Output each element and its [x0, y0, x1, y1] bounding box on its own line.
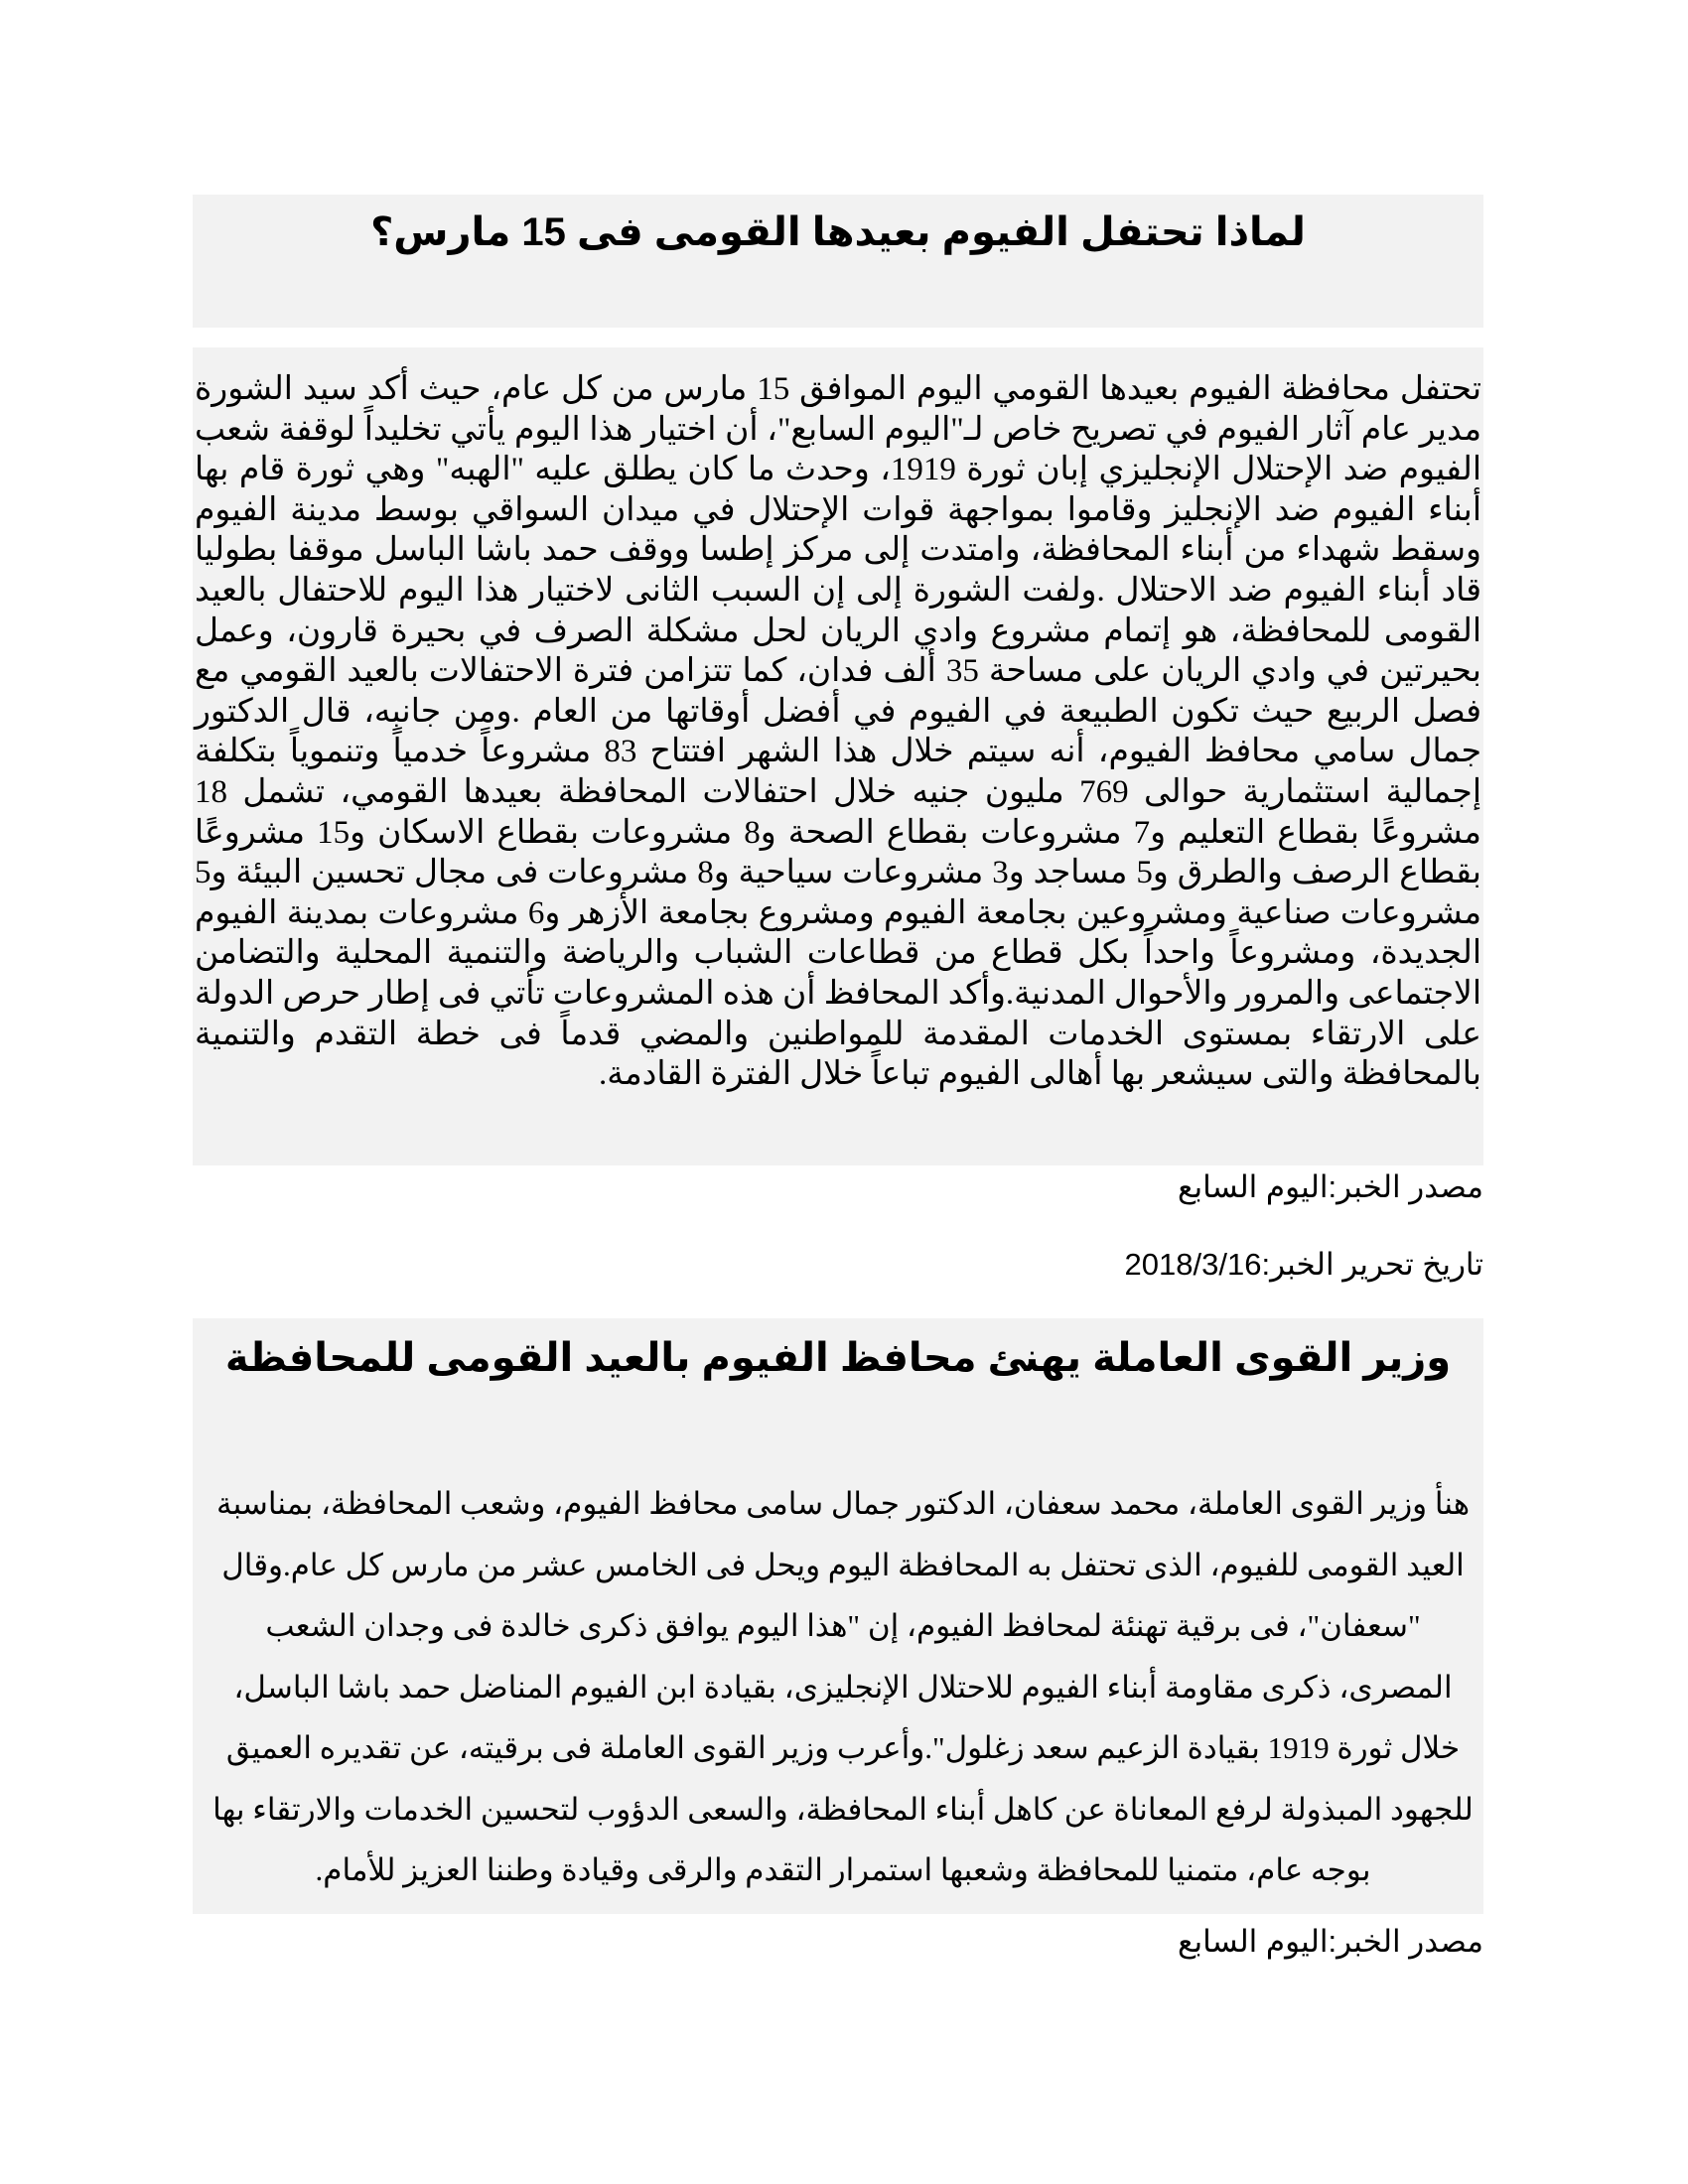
- article2-source: مصدر الخبر:اليوم السابع: [1177, 1924, 1483, 1959]
- article1-source: مصدر الخبر:اليوم السابع: [1177, 1169, 1483, 1204]
- article1-body: تحتفل محافظة الفيوم بعيدها القومي اليوم الموافق 15 مارس من كل عام، حيث أكد سيد الشورة مدير عام آثار الفيوم في تصريح خاص لـ"اليوم السابع"، أن اختيار هذا اليوم يأتي تخليداً لوقفة شعب الفيوم ضد الإحتلال الإنجليزي إبان ثورة 1919، وحدث ما كان يطلق عليه "الهبه" وهي ثورة قام بها أبناء الفيوم ضد الإنجليز وقاموا بمواجهة قوات الإحتلال في ميدان السواقي بوسط مدينة الفيوم وسقط شهداء من أبناء المحافظة، وامتدت إلى مركز إطسا ووقف حمد باشا الباسل موقفا بطوليا قاد أبناء الفيوم ضد الاحتلال .ولفت الشورة إلى إن السبب الثانى لاختيار هذا اليوم للاحتفال بالعيد القومى للمحافظة، هو إتمام مشروع وادي الريان لحل مشكلة الصرف في بحيرة قارون، وعمل بحيرتين في وادي الريان على مساحة 35 ألف فدان، كما تتزامن فترة الاحتفالات بالعيد القومي مع فصل الربيع حيث تكون الطبيعة في الفيوم في أفضل أوقاتها من العام .ومن جانبه، قال الدكتور جمال سامي محافظ الفيوم، أنه سيتم خلال هذا الشهر افتتاح 83 مشروعاً خدمياً وتنموياً بتكلفة إجمالية استثمارية حوالى 769 مليون جنيه خلال احتفالات المحافظة بعيدها القومي، تشمل 18 مشروعًا بقطاع التعليم و7 مشروعات بقطاع الصحة و8 مشروعات بقطاع الاسكان و15 مشروعًا بقطاع الرصف والطرق و5 مساجد و3 مشروعات سياحية و8 مشروعات فى مجال تحسين البيئة و5 مشروعات صناعية ومشروعين بجامعة الفيوم ومشروع بجامعة الأزهر و6 مشروعات بمدينة الفيوم الجديدة، ومشروعاً واحداً بكل قطاع من قطاعات الشباب والرياضة والتنمية المحلية والتضامن الاجتماعى والمرور والأحوال المدنية.وأكد المحافظ أن هذه المشروعات تأتي فى إطار حرص الدولة على الارتقاء بمستوى الخدمات المقدمة للمواطنين والمضي قدماً فى خطة التقدم والتنمية بالمحافظة والتى سيشعر بها أهالى الفيوم تباعاً خلال الفترة القادمة.: [195, 371, 1482, 1093]
- article1-date: تاريخ تحرير الخبر:2018/3/16: [1124, 1247, 1483, 1282]
- article2-body: هنأ وزير القوى العاملة، محمد سعفان، الدكتور جمال سامى محافظ الفيوم، وشعب المحافظة، بمناسبة العيد القومى للفيوم، الذى تحتفل به المحافظة اليوم ويحل فى الخامس عشر من مارس كل عام.وقال "سعفان"، فى برقية تهنئة لمحافظ الفيوم، إن "هذا اليوم يوافق ذكرى خالدة فى وجدان الشعب المصرى، ذكرى مقاومة أبناء الفيوم للاحتلال الإنجليزى، بقيادة ابن الفيوم المناضل حمد باشا الباسل، خلال ثورة 1919 بقيادة الزعيم سعد زغلول".وأعرب وزير القوى العاملة فى برقيته، عن تقديره العميق للجهود المبذولة لرفع المعاناة عن كاهل أبناء المحافظة، والسعى الدؤوب لتحسين الخدمات والارتقاء بها بوجه عام، متمنيا للمحافظة وشعبها استمرار التقدم والرقى وقيادة وطننا العزيز للأمام.: [212, 1486, 1474, 1887]
- article2-title: وزير القوى العاملة يهنئ محافظ الفيوم بالعيد القومى للمحافظة: [224, 1336, 1452, 1380]
- article1-title: لماذا تحتفل الفيوم بعيدها القومى فى 15 مارس؟: [370, 210, 1306, 254]
